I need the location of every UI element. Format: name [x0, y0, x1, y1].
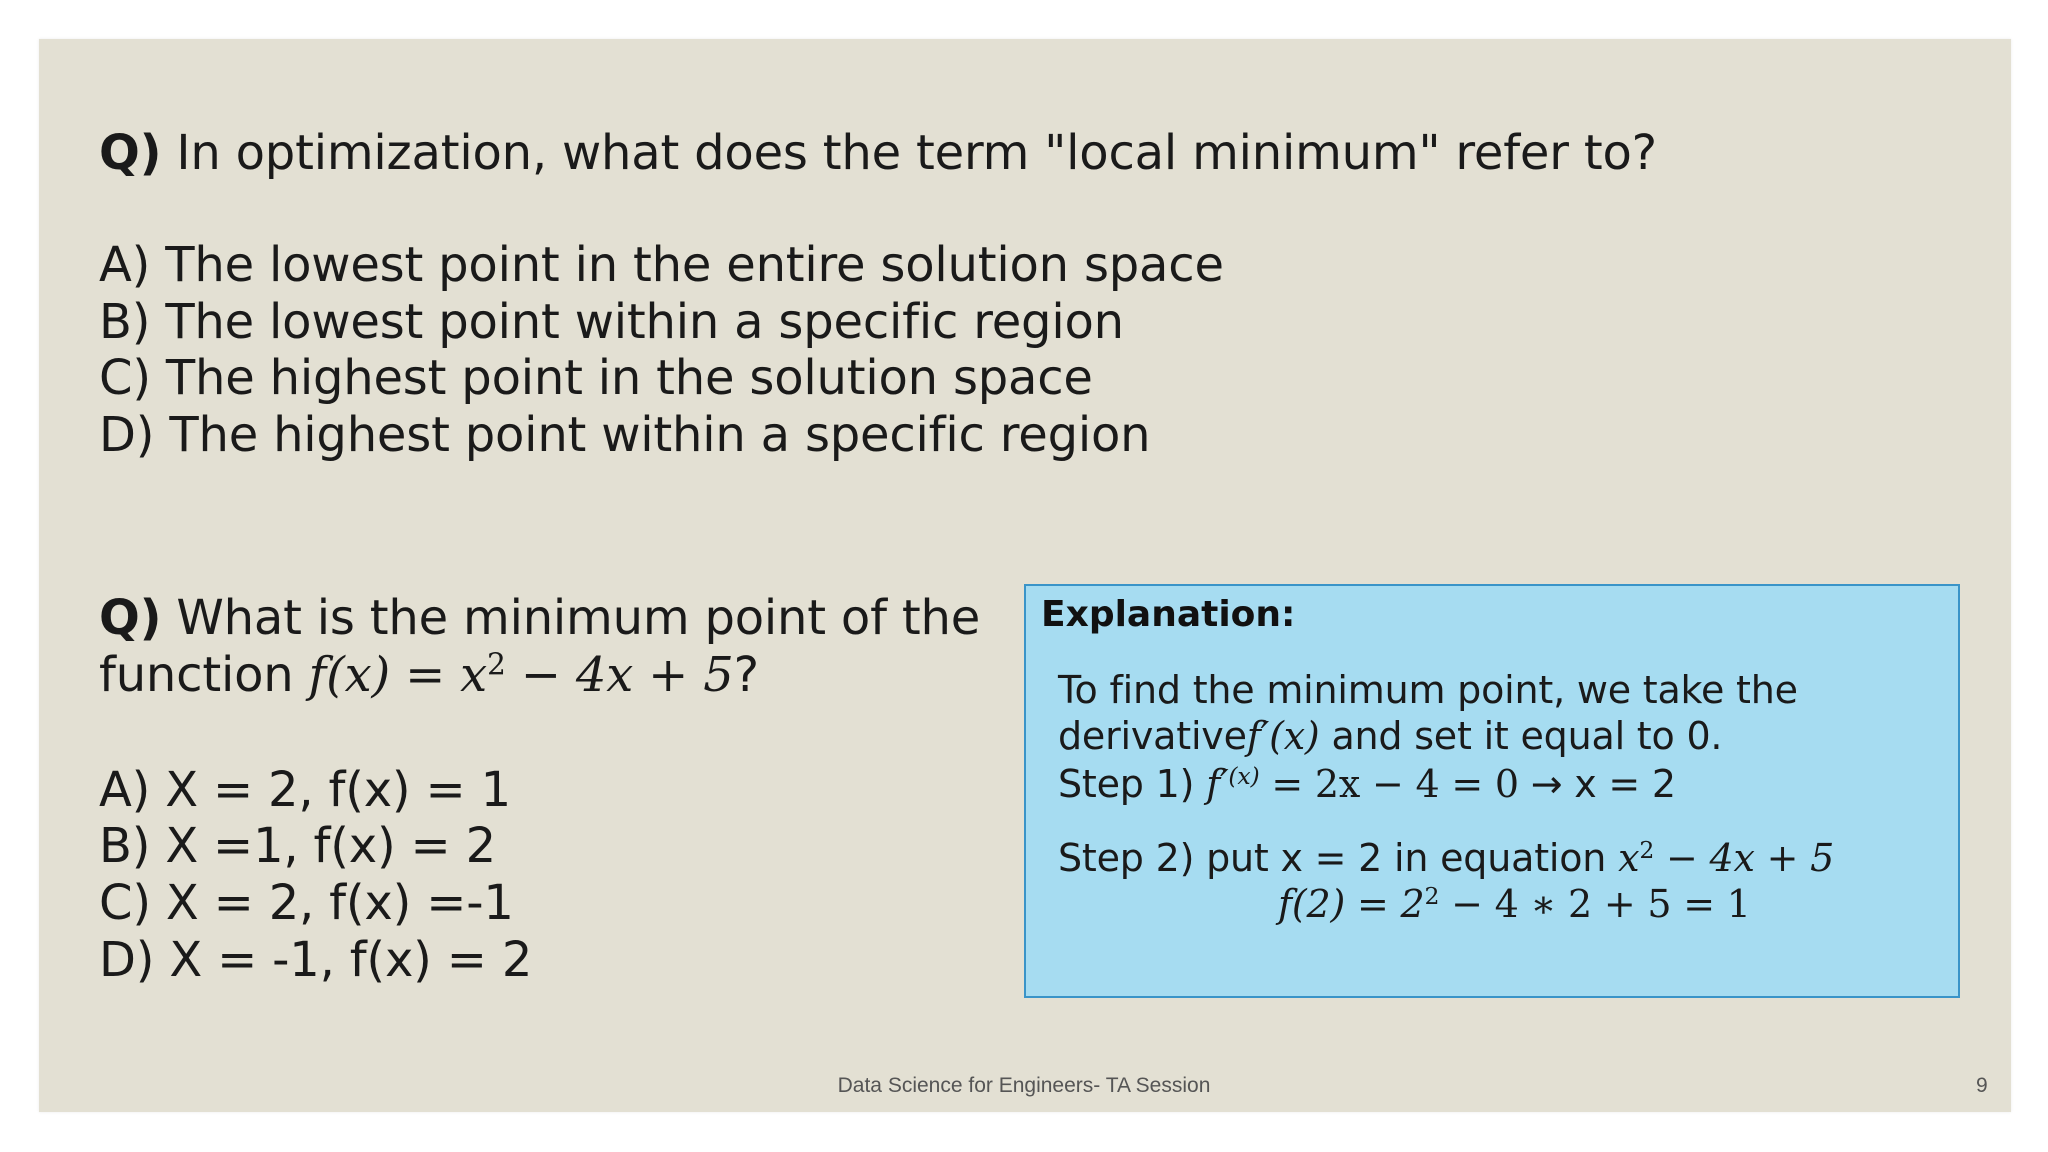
question-1-label: Q)	[99, 125, 162, 181]
q2-option-c: C) X = 2, f(x) =-1	[99, 875, 514, 931]
step-2-exponent: 2	[1639, 836, 1655, 865]
explanation-line-2	[1058, 714, 1722, 758]
q2-option-b: B) X =1, f(x) = 2	[99, 818, 496, 874]
explanation-line-1: To find the minimum point, we take the	[1058, 668, 1798, 712]
q1-option-d: D) The highest point within a specific region	[99, 407, 1151, 463]
step-1-label: Step 1)	[1058, 762, 1207, 806]
function-exponent: 2	[487, 647, 506, 683]
question-1-text: In optimization, what does the term "local minimum" refer to?	[161, 125, 1657, 181]
step-2-evaluation	[1278, 882, 1751, 926]
evaluation-exponent: 2	[1424, 882, 1440, 911]
question-1	[99, 125, 1657, 182]
question-2-text: What is the minimum point of the	[161, 590, 981, 646]
function-rhs: − 4x + 5	[505, 647, 734, 703]
q1-option-c: C) The highest point in the solution space	[99, 350, 1093, 406]
explanation-line-2-suffix: and set it equal to 0.	[1319, 714, 1723, 758]
q2-option-d: D) X = -1, f(x) = 2	[99, 932, 533, 988]
explanation-box	[1024, 584, 1960, 998]
derivative-expression: f′(x)	[1246, 714, 1320, 758]
step-2-label: Step 2) put x = 2 in equation	[1058, 836, 1619, 880]
q2-option-a: A) X = 2, f(x) = 1	[99, 762, 511, 818]
step-1-equation: = 2x − 4 = 0	[1259, 762, 1519, 806]
page-number: 9	[1976, 1074, 1988, 1097]
step-1-f: f′	[1206, 762, 1229, 806]
step-1-result: x = 2	[1574, 762, 1676, 806]
evaluation-rhs: − 4 ∗ 2 + 5 = 1	[1439, 882, 1751, 926]
question-2-mark: ?	[733, 647, 759, 703]
question-2-line-2	[99, 647, 759, 704]
q1-option-a: A) The lowest point in the entire solution space	[99, 237, 1224, 293]
question-2-line-1	[99, 590, 980, 647]
step-2-rest: − 4x + 5	[1654, 836, 1835, 880]
explanation-title: Explanation:	[1041, 594, 1296, 635]
step-1-sup: (x)	[1228, 762, 1260, 791]
explanation-line-2-prefix: derivative	[1058, 714, 1247, 758]
step-2-x: x	[1618, 836, 1640, 880]
question-2-label: Q)	[99, 590, 162, 646]
step-2	[1058, 836, 1834, 880]
function-lhs: f(x) = x	[308, 647, 488, 703]
q1-option-b: B) The lowest point within a specific region	[99, 294, 1124, 350]
footer-text: Data Science for Engineers- TA Session	[837, 1074, 1211, 1097]
question-2-prefix: function	[99, 647, 309, 703]
arrow-icon: →	[1518, 762, 1575, 806]
step-1	[1058, 762, 1676, 806]
evaluation-lhs: f(2) = 2	[1278, 882, 1425, 926]
